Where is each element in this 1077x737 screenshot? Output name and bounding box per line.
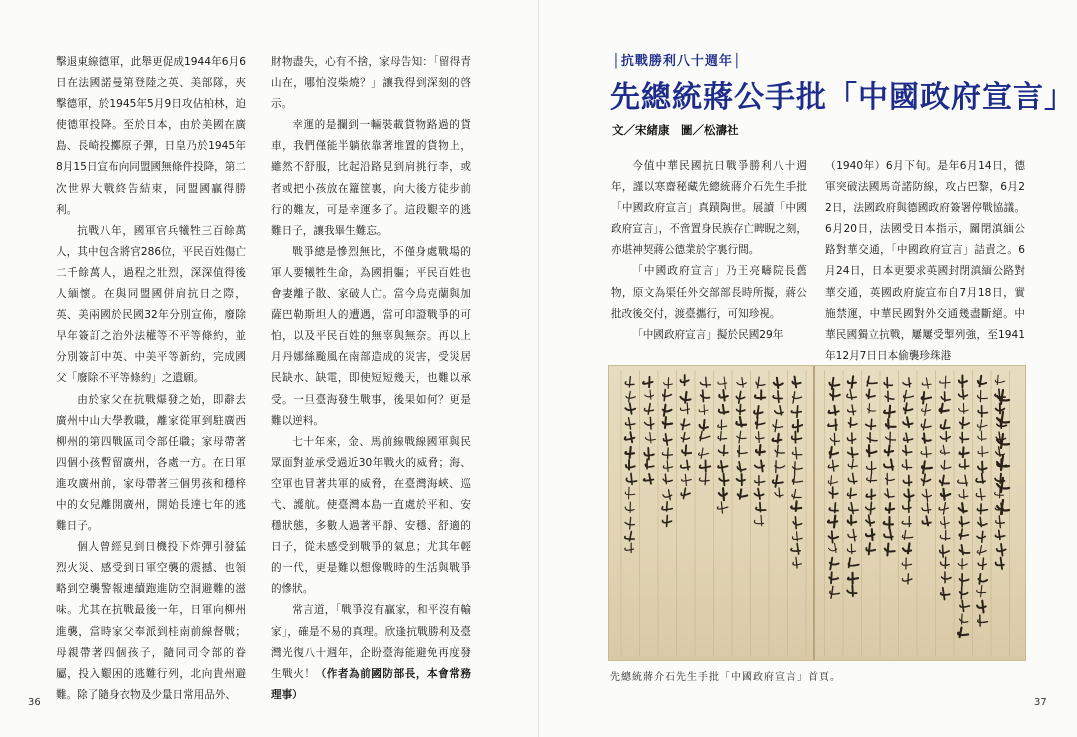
handwriting-stroke [867, 445, 877, 456]
handwriting-stroke [903, 574, 912, 584]
handwriting-stroke [867, 462, 876, 473]
handwriting-stroke [791, 544, 800, 554]
handwriting-stroke [940, 545, 949, 557]
handwriting-stroke [793, 420, 803, 432]
handwriting-stroke [940, 445, 949, 454]
handwriting-stroke [960, 574, 969, 586]
left-column-2 [271, 52, 471, 706]
handwriting-stroke [625, 447, 634, 458]
handwriting-stroke [922, 503, 931, 513]
handwriting-stroke [848, 376, 856, 388]
handwriting-stroke [792, 447, 801, 459]
handwriting-stroke [885, 445, 893, 455]
byline: 文／宋緒康 圖／松濤社 [612, 123, 739, 137]
handwriting-stroke [718, 461, 728, 472]
handwriting-stroke [625, 531, 635, 540]
handwriting-stroke [792, 490, 801, 499]
handwriting-stroke [867, 473, 877, 482]
handwriting-stroke [976, 474, 985, 483]
handwriting-stroke [884, 406, 895, 418]
handwriting-stroke [663, 405, 672, 416]
handwriting-stroke [736, 391, 744, 403]
handwriting-stroke [644, 474, 654, 484]
paragraph: （1940年）6月下旬。是年6月14日，德軍突破法國馬奇諾防線，攻占巴黎，6月22日，法國政府與德國政府簽署停戰協議。6月20日，法國受日本指示，關閉滇緬公路對華交通，「中國政府宣言」詰責之。6月24日，日本更要求英國封閉滇緬公路對華交通，英國政府旋宣布自7月18日，實施禁運，中華民國對外交通幾盡斷絕。中華民國獨立抗戰，屢屢受掣列強，至1941年12月7日日本偷襲珍珠港 [825, 160, 1025, 362]
handwriting-stroke [886, 473, 895, 484]
handwriting-stroke [959, 490, 968, 499]
handwriting-stroke [830, 586, 840, 598]
handwriting-stroke [903, 475, 911, 485]
handwriting-stroke [847, 586, 856, 596]
handwriting-stroke [643, 377, 653, 387]
handwriting-stroke [977, 504, 987, 514]
handwriting-stroke [977, 390, 987, 401]
handwriting-stroke [737, 378, 746, 387]
handwriting-stroke [829, 487, 837, 498]
handwriting-stroke [886, 503, 894, 513]
handwriting-stroke [921, 447, 931, 458]
handwriting-stroke [793, 557, 802, 568]
handwriting-stroke [978, 406, 987, 417]
handwriting-stroke [625, 377, 634, 387]
handwriting-stroke [663, 474, 672, 483]
handwriting-stroke [662, 515, 671, 526]
handwriting-stroke [681, 488, 690, 498]
paragraph: 「中國政府宣言」乃王亮疇院長舊物，原文為渠任外交部部長時所擬，蔣公批改後交付，渡臺攜行，可知珍視。 [611, 265, 807, 320]
handwriting-stroke [756, 432, 764, 443]
handwriting-stroke [793, 517, 801, 529]
handwriting-stroke [830, 447, 839, 458]
handwriting-stroke [902, 530, 913, 539]
page-number-left: 36 [28, 697, 41, 708]
paragraph: 今值中華民國抗日戰爭勝利八十週年，謹以寒齋秘藏先總統蔣介石先生手批「中國政府宣言」真蹟陶世。展讀「中國政府宣言」，不啻置身民族存亡睥睨之刻，亦堪神契蔣公德業於字裏行間。 [611, 160, 807, 257]
handwriting-stroke [699, 420, 707, 430]
handwriting-title-stroke [997, 478, 1009, 492]
handwriting-stroke [737, 405, 745, 415]
handwriting-title-stroke [997, 456, 1009, 470]
handwriting-stroke [996, 516, 1005, 528]
handwriting-stroke [959, 614, 967, 624]
handwriting-stroke [903, 543, 911, 553]
handwriting-stroke [738, 489, 748, 499]
handwriting-stroke [829, 572, 838, 583]
handwriting-stroke [849, 558, 859, 567]
handwriting-stroke [755, 460, 764, 471]
paragraph: 「中國政府宣言」擬於民國29年 [632, 328, 784, 341]
handwriting-stroke [829, 543, 837, 552]
handwriting-stroke [663, 417, 672, 428]
handwriting-stroke [773, 391, 782, 402]
handwriting-stroke [958, 475, 968, 486]
handwriting-stroke [978, 376, 986, 386]
handwriting-stroke [904, 489, 914, 500]
handwriting-stroke [699, 473, 709, 485]
handwriting-stroke [737, 462, 745, 472]
paragraph: 財物盡失，心有不捨，家母告知：「留得青山在，哪怕沒柴燒？」讓我得到深刻的啓示。 [271, 56, 471, 111]
handwriting-stroke [902, 516, 911, 526]
handwriting-stroke [941, 489, 950, 500]
handwriting-stroke [960, 432, 969, 442]
photo-caption: 先總統蔣介石先生手批「中國政府宣言」首頁。 [610, 672, 841, 683]
handwriting-stroke [718, 420, 727, 430]
handwriting-stroke [773, 475, 783, 487]
handwriting-stroke [829, 406, 839, 415]
handwriting-stroke [699, 405, 708, 415]
handwriting-stroke [681, 375, 689, 385]
paragraph: 抗戰八年，國軍官兵犧牲三百餘萬人，其中包含將官286位，平民百姓傷亡二千餘萬人，過程之壯烈，深深值得後人緬懷。在與同盟國併肩抗日之際，英、美兩國於民國32年分別宣佈，廢除早年簽訂之治外法權等不平等條約，並分別簽訂中英、中美平等新約，完成國父「廢除不平等條約」之遺願。 [56, 224, 246, 385]
handwriting-stroke [718, 431, 727, 440]
handwriting-stroke [625, 517, 634, 529]
handwriting-stroke [664, 378, 673, 389]
handwriting-stroke [997, 544, 1006, 556]
paragraph: 個人曾經見到日機投下炸彈引發猛烈火災、感受到日軍空襲的震撼、也領略到空襲警報連續跑進防空洞避難的滋味。尤其在抗戰最後一年，日軍向柳州進襲，當時家父奉派到桂南前線督戰；母親帶著四個孩子，隨同司令部的眷屬，投入艱困的逃難行列，北向貴州避難。除了隨身衣物及少量日常用品外、 [56, 541, 246, 701]
handwriting-stroke [719, 488, 727, 500]
handwriting-stroke [867, 376, 877, 386]
handwriting-stroke [959, 447, 968, 457]
handwriting-stroke [830, 433, 839, 445]
handwriting-stroke [959, 403, 968, 413]
handwriting-stroke [960, 417, 969, 428]
handwriting-stroke [828, 460, 838, 471]
handwriting-stroke [922, 516, 930, 525]
handwriting-stroke [756, 445, 765, 455]
paragraph [271, 600, 471, 705]
handwriting-stroke [791, 501, 801, 511]
handwriting-stroke [960, 600, 970, 611]
handwriting-stroke [848, 405, 856, 415]
handwriting-stroke [884, 459, 893, 470]
handwriting-stroke [922, 489, 931, 501]
handwriting-stroke [886, 432, 896, 443]
handwriting-stroke [941, 420, 950, 429]
handwriting-stroke [941, 557, 950, 568]
handwriting-stroke [756, 417, 765, 428]
handwriting-stroke [755, 390, 765, 399]
paragraph: 戰爭總是慘烈無比，不僅身處戰場的軍人要犧牲生命，為國捐軀；平民百姓也會妻離子散、家破人亡。當今烏克蘭與加薩巴勒斯坦人的遭遇，當可印證戰爭的可怕，以及平民百姓的無辜與無奈。再以上月丹娜絲颱風在南部造成的災害，受災居民缺水、缺電，即使短短幾天，也難以承受。一旦臺海發生戰事，後果如何？更是難以逆料。 [271, 245, 471, 427]
handwriting-stroke [775, 488, 783, 498]
handwriting-stroke [719, 445, 728, 455]
handwriting-stroke [719, 405, 729, 414]
handwriting-stroke [756, 377, 765, 388]
handwriting-stroke [867, 404, 875, 413]
handwriting-stroke [884, 378, 892, 388]
handwriting-stroke [754, 406, 763, 418]
handwriting-stroke [682, 474, 692, 485]
handwriting-stroke [644, 404, 653, 415]
handwriting-stroke [904, 390, 914, 401]
handwriting-stroke [996, 530, 1005, 539]
handwriting-stroke [662, 448, 672, 459]
handwriting-stroke [885, 489, 894, 498]
handwriting-stroke [848, 418, 856, 427]
handwriting-stroke [828, 419, 837, 430]
handwriting-stroke [848, 529, 856, 541]
handwriting-stroke [960, 587, 968, 599]
handwriting-stroke [921, 392, 931, 404]
handwriting-stroke [885, 544, 895, 556]
handwriting-stroke [959, 545, 969, 554]
handwriting-stroke [922, 461, 932, 473]
handwriting-stroke [830, 558, 839, 570]
handwriting-stroke [866, 543, 875, 554]
handwriting-stroke [645, 459, 653, 469]
author-note: （作者為前國防部長，本會常務理事） [271, 667, 472, 701]
handwriting-stroke [959, 529, 968, 539]
handwriting-stroke [754, 515, 763, 525]
handwriting-stroke [681, 392, 691, 403]
handwriting-stroke [773, 434, 782, 443]
handwriting-stroke [977, 531, 985, 542]
handwriting-stroke [829, 378, 839, 389]
handwriting-stroke [626, 460, 635, 470]
handwriting-stroke [830, 389, 840, 400]
handwriting-stroke [756, 503, 766, 512]
handwriting-stroke [922, 378, 931, 388]
handwriting-stroke [884, 517, 893, 528]
left-page [0, 0, 538, 737]
handwriting-stroke [738, 446, 748, 457]
handwriting-stroke [848, 515, 857, 524]
handwriting-stroke [792, 377, 800, 388]
handwriting-stroke [792, 392, 801, 403]
handwriting-stroke [849, 503, 858, 514]
handwriting-stroke [848, 459, 857, 468]
handwriting-stroke [847, 544, 855, 553]
handwriting-stroke [941, 392, 950, 402]
handwriting-stroke [719, 474, 728, 486]
handwriting-stroke [625, 543, 634, 552]
handwriting-stroke [792, 474, 802, 484]
manuscript-photo [608, 365, 1026, 661]
handwriting-stroke [902, 460, 911, 470]
handwriting-stroke [978, 615, 988, 626]
handwriting-stroke [682, 445, 691, 455]
handwriting-stroke [959, 459, 968, 469]
handwriting-stroke [940, 431, 950, 441]
handwriting-stroke [847, 389, 857, 399]
handwriting-stroke [941, 588, 950, 600]
handwriting-stroke [885, 391, 894, 401]
handwriting-stroke [773, 420, 783, 432]
handwriting-stroke [755, 476, 765, 486]
handwriting-stroke [958, 628, 968, 638]
handwriting-stroke [699, 448, 709, 458]
handwriting-stroke [755, 489, 764, 499]
handwriting-stroke [978, 558, 986, 569]
handwriting-stroke [866, 515, 874, 526]
paragraph: 七十年來，金、馬前線戰線國軍與民眾面對並承受過近30年戰火的威脅；海、空軍也冒著共軍的威脅，在臺灣海峽、巡弋、護航。使臺灣本島一直處於平和、安穩狀態，多數人過著平靜、安穩、舒適的日子，從未感受到戰爭的氣息；尤其年輕的一代，更是難以想像戰時的生活與戰爭的慘狀。 [271, 435, 471, 596]
handwriting-stroke [829, 531, 839, 542]
handwriting-stroke [958, 559, 967, 570]
handwriting-stroke [736, 417, 746, 426]
handwriting-stroke [940, 475, 949, 485]
handwriting-stroke [921, 419, 931, 430]
handwriting-stroke [663, 389, 672, 400]
handwriting-stroke [847, 433, 855, 443]
handwriting-stroke [939, 503, 948, 515]
handwriting-stroke [793, 462, 803, 474]
closing-text: 常言道，「戰爭沒有贏家，和平沒有輸家」，確是不易的真理。欣逢抗戰勝利及臺灣光復八十週年，企盼臺海能避免再度發生戰火！ [271, 604, 471, 680]
handwriting-stroke [848, 573, 858, 584]
handwriting-stroke [625, 418, 635, 429]
article-title: 先總統蔣公手批「中國政府宣言」 [610, 80, 1075, 115]
handwriting-stroke [886, 419, 896, 428]
right-column-2 [825, 156, 1025, 367]
handwriting-stroke [625, 487, 635, 499]
handwriting-stroke [774, 378, 783, 388]
handwriting-stroke [866, 389, 875, 398]
handwriting-stroke [625, 432, 635, 442]
handwriting-stroke [775, 445, 784, 457]
handwriting-stroke [959, 389, 968, 399]
series-tag: │抗戰勝利八十週年│ [612, 54, 742, 69]
page-number-right: 37 [1034, 697, 1047, 708]
handwriting-stroke [978, 574, 987, 584]
handwriting-title-stroke [997, 434, 1009, 448]
handwriting-stroke [791, 406, 801, 417]
handwriting-stroke [903, 501, 911, 512]
handwriting-stroke [922, 404, 931, 416]
handwriting-stroke [978, 431, 986, 441]
handwriting-stroke [903, 446, 912, 456]
handwriting-stroke [996, 558, 1004, 569]
handwriting-stroke [866, 502, 875, 514]
handwriting-stroke [941, 460, 951, 469]
handwriting-stroke [940, 530, 950, 540]
handwriting-stroke [977, 585, 986, 596]
handwriting-stroke [680, 403, 689, 414]
handwriting-stroke [959, 517, 968, 527]
paragraph: 由於家父在抗戰爆發之始，即辭去廣州中山大學教職，離家從軍到駐廣西柳州的第四戰區司令部任職；家母帶著四個小孩暫留廣州，各處一方。在日軍進攻廣州前，家母帶著三個男孩和穩梓中的女兒離開廣州，開始長達七年的逃難日子。 [56, 393, 246, 533]
right-column-1 [611, 156, 807, 346]
handwriting-stroke [681, 460, 690, 469]
left-column-1 [56, 52, 246, 706]
handwriting-stroke [701, 390, 710, 401]
manuscript-handwriting [609, 366, 1025, 660]
handwriting-stroke [644, 448, 654, 460]
handwriting-stroke [717, 502, 728, 513]
handwriting-stroke [626, 473, 636, 484]
handwriting-stroke [681, 419, 690, 429]
handwriting-stroke [775, 406, 783, 415]
handwriting-stroke [681, 433, 689, 442]
handwriting-stroke [902, 558, 911, 569]
handwriting-stroke [978, 420, 987, 431]
handwriting-stroke [996, 447, 1005, 456]
handwriting-stroke [700, 431, 710, 441]
handwriting-stroke [662, 502, 672, 511]
handwriting-stroke [922, 433, 930, 443]
handwriting-stroke [904, 433, 913, 442]
handwriting-stroke [737, 474, 745, 485]
handwriting-stroke [645, 390, 654, 399]
handwriting-stroke [828, 516, 837, 528]
handwriting-title-stroke [997, 500, 1009, 514]
handwriting-stroke [978, 462, 987, 473]
handwriting-stroke [941, 572, 951, 583]
handwriting-stroke [700, 460, 711, 471]
handwriting-stroke [941, 517, 949, 529]
handwriting-stroke [626, 391, 635, 401]
handwriting-stroke [940, 404, 949, 413]
handwriting-stroke [921, 474, 930, 485]
handwriting-stroke [959, 375, 967, 387]
handwriting-stroke [644, 417, 653, 429]
handwriting-stroke [828, 476, 837, 486]
handwriting-stroke [625, 502, 634, 512]
handwriting-stroke [977, 546, 986, 555]
handwriting-stroke [792, 532, 802, 541]
handwriting-stroke [995, 375, 1004, 384]
handwriting-stroke [848, 473, 856, 483]
handwriting-stroke [977, 601, 986, 613]
handwriting-stroke [866, 419, 876, 429]
paragraph: 幸運的是攔到一輛裝載貨物路過的貨車，我們僅能半躺依靠著堆置的貨物上，雖然不舒服，比起沿路見到肩挑行李，或者或把小孩放在籮筐裏，向大後方徒步前行的難友，可是幸運多了。這段艱辛的逃難日子，讓我畢生難忘。 [271, 119, 471, 237]
handwriting-stroke [737, 431, 746, 443]
handwriting-stroke [903, 378, 911, 387]
handwriting-stroke [884, 529, 893, 539]
handwriting-stroke [904, 403, 913, 413]
handwriting-stroke [775, 461, 785, 473]
handwriting-stroke [866, 529, 874, 540]
handwriting-stroke [848, 447, 858, 457]
handwriting-stroke [625, 403, 635, 414]
handwriting-stroke [719, 390, 728, 401]
handwriting-stroke [867, 433, 877, 443]
handwriting-stroke [959, 503, 967, 512]
handwriting-stroke [903, 417, 912, 427]
handwriting-stroke [978, 446, 988, 456]
handwriting-stroke [847, 488, 856, 498]
handwriting-stroke [866, 489, 875, 499]
handwriting-stroke [976, 489, 985, 501]
handwriting-stroke [718, 377, 727, 389]
handwriting-stroke [645, 432, 655, 442]
handwriting-stroke [978, 517, 987, 526]
handwriting-stroke [940, 376, 950, 388]
paragraph: 擊退東線德軍，此舉更促成1944年6月6日在法國諾曼第登陸之英、美部隊，夾擊德軍，於1945年5月9日攻佔柏林，迫使德軍投降。至於日本，由於美國在廣島、長崎投擲原子彈，日皇乃於1945年8月15日宣布向同盟國無條件投降，第二次世界大戰終告結束，同盟國贏得勝利。 [56, 56, 246, 216]
handwriting-stroke [792, 431, 802, 442]
handwriting-stroke [829, 503, 838, 512]
handwriting-stroke [663, 490, 672, 500]
handwriting-stroke [664, 434, 672, 445]
handwriting-stroke [700, 377, 710, 387]
handwriting-stroke [663, 461, 672, 472]
handwriting-title-stroke [997, 412, 1009, 426]
